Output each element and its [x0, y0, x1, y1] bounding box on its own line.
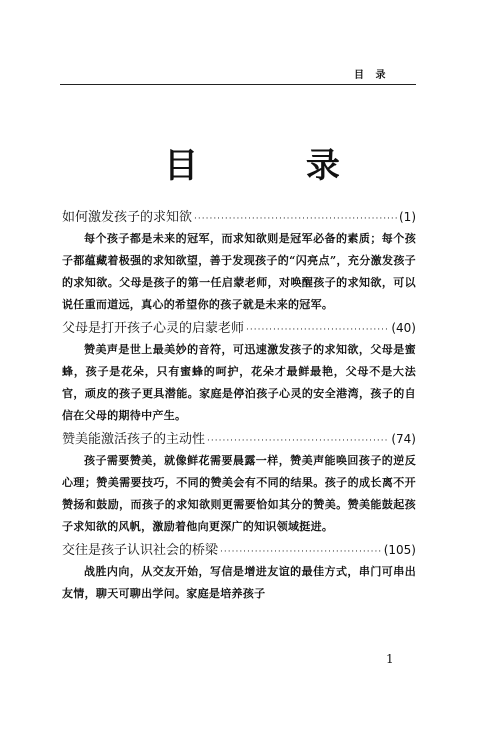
toc-entry-page: (1) — [399, 210, 416, 224]
toc-entry-summary: 战胜内向，从交友开始，写信是增进友谊的最佳方式，串门可串出友情，聊天可聊出学问。家庭是培养孩子 — [62, 565, 416, 600]
toc-entry-page: (74) — [391, 432, 416, 446]
toc-entry-heading[interactable] — [62, 317, 416, 339]
dot-leader — [194, 208, 397, 230]
toc-entry-summary: 每个孩子都是未来的冠军，而求知欲则是冠军必备的素质；每个孩子都蕴藏着极强的求知欲望，善于发现孩子的“闪亮点”，充分激发孩子的求知欲。父母是孩子的第一任启蒙老师，对唤醒孩子的求知欲，可以说任重而道远，真心的希望你的孩子就是未来的冠军。 — [62, 232, 416, 311]
toc-entry-heading[interactable] — [62, 206, 416, 228]
toc-entry-title: 赞美能激活孩子的主动性 — [62, 432, 206, 447]
toc-entry-heading[interactable] — [62, 428, 416, 450]
toc-entry-title: 交往是孩子认识社会的桥梁 — [62, 543, 219, 558]
toc-entry-summary: 赞美声是世上最美妙的音符，可迅速激发孩子的求知欲，父母是蜜蜂，孩子是花朵，只有蜜蜂的呵护，花朵才最鲜最艳，父母不是大法官，顽皮的孩子更具潜能。家庭是停泊孩子心灵的安全港湾，孩子的自信在父母的期待中产生。 — [62, 343, 416, 422]
dot-leader — [220, 541, 382, 563]
toc-entry-page: (105) — [383, 543, 416, 557]
page-title: 目 录 — [164, 146, 388, 186]
toc-entry-title: 如何激发孩子的求知欲 — [62, 210, 193, 225]
toc-entry-summary: 孩子需要赞美，就像鲜花需要晨露一样，赞美声能唤回孩子的逆反心理；赞美需要技巧，不同的赞美会有不同的结果。孩子的成长离不开赞扬和鼓励，而孩子的求知欲则更需要恰如其分的赞美。赞美能鼓起孩子求知欲的风帆，激励着他向更深广的知识领域挺进。 — [62, 454, 416, 533]
dot-leader — [207, 430, 389, 452]
toc-entry — [62, 428, 416, 539]
toc-entry — [62, 206, 416, 317]
toc-entry — [62, 539, 416, 606]
header-rule — [60, 84, 416, 85]
toc-entry-page: (40) — [391, 321, 416, 335]
table-of-contents — [62, 206, 416, 606]
running-header: 目 录 — [354, 70, 390, 81]
toc-entry-title: 父母是打开孩子心灵的启蒙老师 — [62, 321, 245, 336]
toc-entry-heading[interactable] — [62, 539, 416, 561]
page-number: 1 — [386, 652, 394, 666]
toc-entry — [62, 317, 416, 428]
dot-leader — [246, 319, 389, 341]
